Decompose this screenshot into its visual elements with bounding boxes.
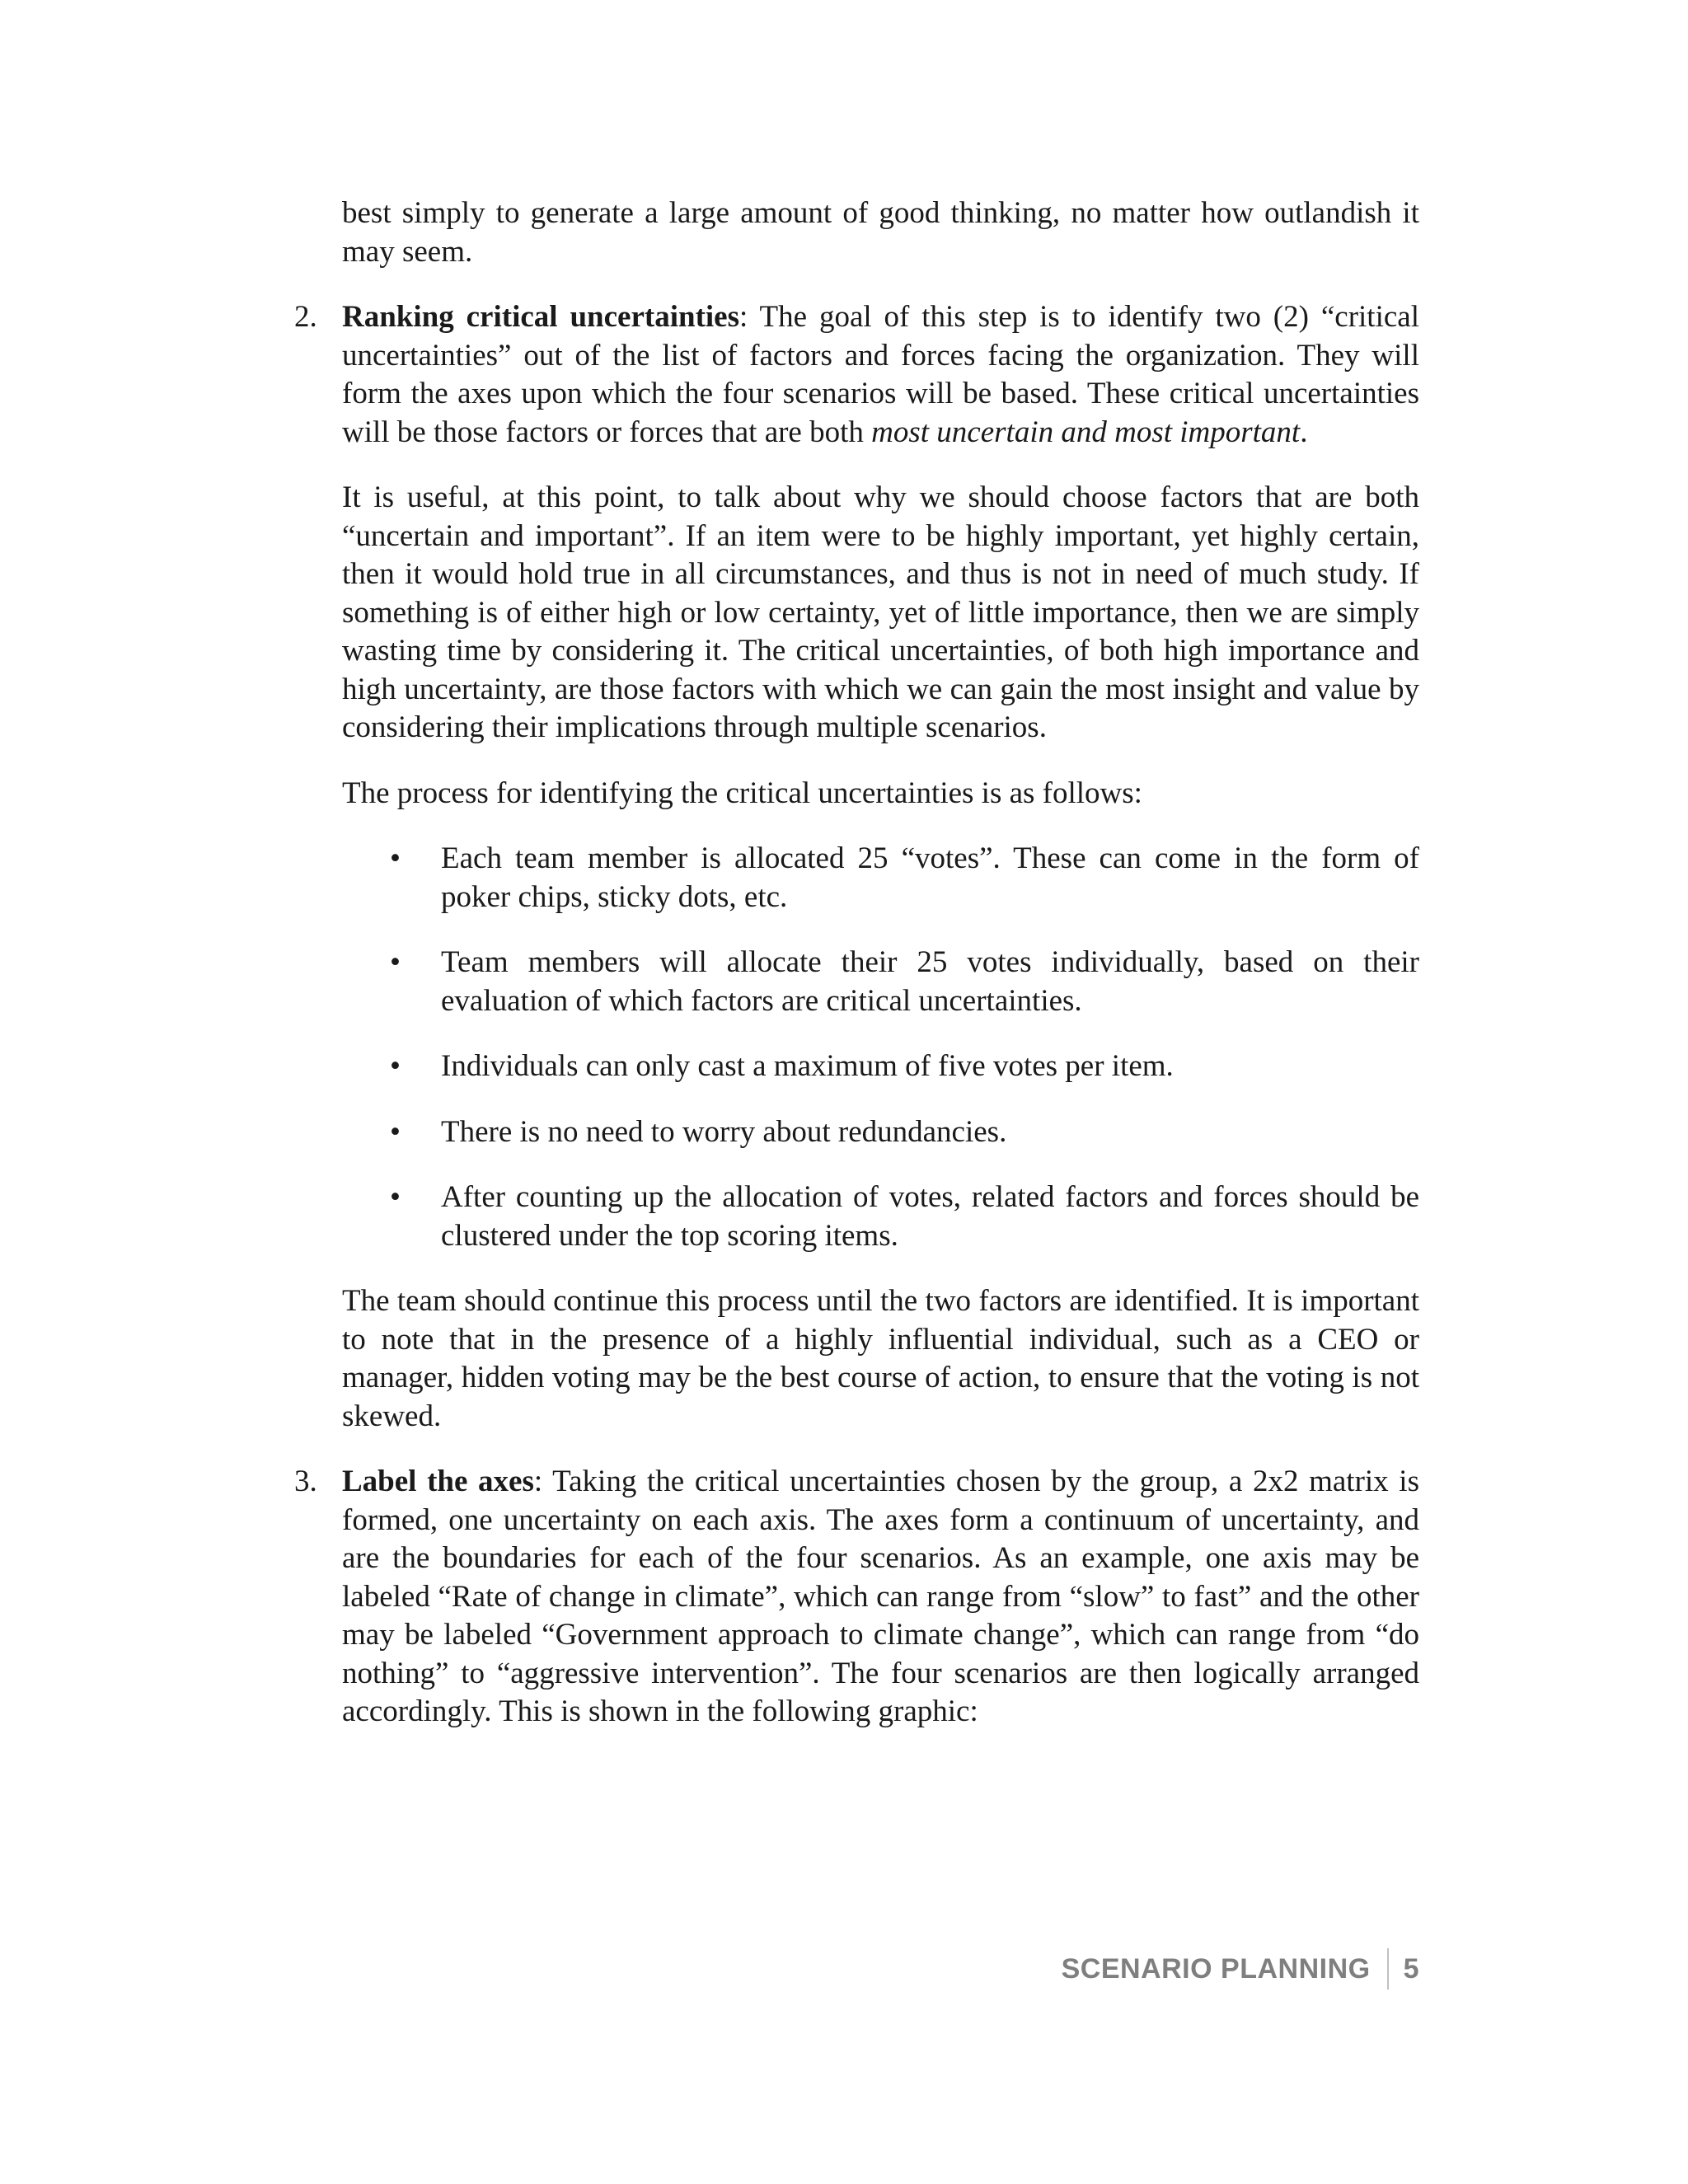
item-text: : The goal of this step is to identify two (2) “critical uncertainties” out of the list of factors and forces facing the organization. They will form the axes upon which the four scenarios will be based. These critical uncertainties will be those factors or forces that are both: [342, 300, 1419, 449]
list-item-3: [294, 1463, 1419, 1732]
list-item-2: [294, 298, 1419, 452]
bullet-icon: •: [390, 1049, 401, 1083]
item-text: : Taking the critical uncertainties chosen by the group, a 2x2 matrix is formed, one uncertainty on each axis. The axes form a continuum of uncertainty, and are the boundaries for each of the four scenarios. As an example, one axis may be labeled “Rate of change in climate”, which can range from “slow” to fast” and the other may be labeled “Government approach to climate change”, which can range from “do nothing” to “aggressive intervention”. The four scenarios are then logically arranged accordingly. This is shown in the following graphic:: [342, 1465, 1419, 1728]
footer-divider: [1387, 1948, 1389, 1990]
bullet-icon: •: [390, 1114, 401, 1149]
page-footer: [1062, 1948, 1419, 1990]
item-emphasis: most uncertain and most important: [871, 415, 1301, 449]
item-text-end: .: [1300, 415, 1308, 449]
bullet-icon: •: [390, 945, 401, 979]
footer-title: SCENARIO PLANNING: [1061, 1952, 1371, 1985]
body-paragraph: It is useful, at this point, to talk about why we should choose factors that are both “uncertain and important”. If an item were to be highly important, yet highly certain, then it would hold true in all circumstances, and thus is not in need of much study. If something is of either high or low certainty, yet of little importance, then we are simply wasting time by considering it. The critical uncertainties, of both high importance and high uncertainty, are those factors with which we can gain the most insight and value by considering their implications through multiple scenarios.: [342, 480, 1419, 744]
bullet-text: There is no need to worry about redundancies.: [441, 1114, 1007, 1149]
item-heading: Ranking critical uncertainties: [342, 300, 739, 334]
bullet-text: Each team member is allocated 25 “votes”. These can come in the form of poker chips, sticky dots, etc.: [441, 841, 1419, 914]
page-content: [294, 194, 1419, 1759]
bullet-text: After counting up the allocation of votes, related factors and forces should be clustered under the top scoring items.: [441, 1180, 1419, 1253]
item-3-paragraph: [342, 1463, 1419, 1732]
bullet-item: [390, 1047, 1419, 1086]
bullet-item: [390, 1179, 1419, 1255]
bullet-text: Individuals can only cast a maximum of five votes per item.: [441, 1049, 1174, 1083]
bullet-icon: •: [390, 841, 401, 875]
bullet-list: [390, 840, 1419, 1255]
bullet-item: [390, 1113, 1419, 1152]
body-paragraph: The team should continue this process until the two factors are identified. It is important to note that in the presence of a highly influential individual, such as a CEO or manager, hidden voting may be the best course of action, to ensure that the voting is not skewed.: [342, 1284, 1419, 1433]
bullet-item: [390, 840, 1419, 916]
list-number: 3.: [294, 1465, 317, 1498]
body-paragraph: The process for identifying the critical uncertainties is as follows:: [342, 776, 1142, 810]
item-2-paragraph: [342, 298, 1419, 452]
intro-paragraph: best simply to generate a large amount of good thinking, no matter how outlandish it may seem.: [342, 196, 1419, 269]
bullet-item: [390, 944, 1419, 1020]
item-heading: Label the axes: [342, 1465, 534, 1498]
page-number: 5: [1403, 1952, 1419, 1985]
bullet-text: Team members will allocate their 25 votes individually, based on their evaluation of which factors are critical uncertainties.: [441, 945, 1419, 1018]
list-number: 2.: [294, 300, 317, 334]
bullet-icon: •: [390, 1180, 401, 1214]
